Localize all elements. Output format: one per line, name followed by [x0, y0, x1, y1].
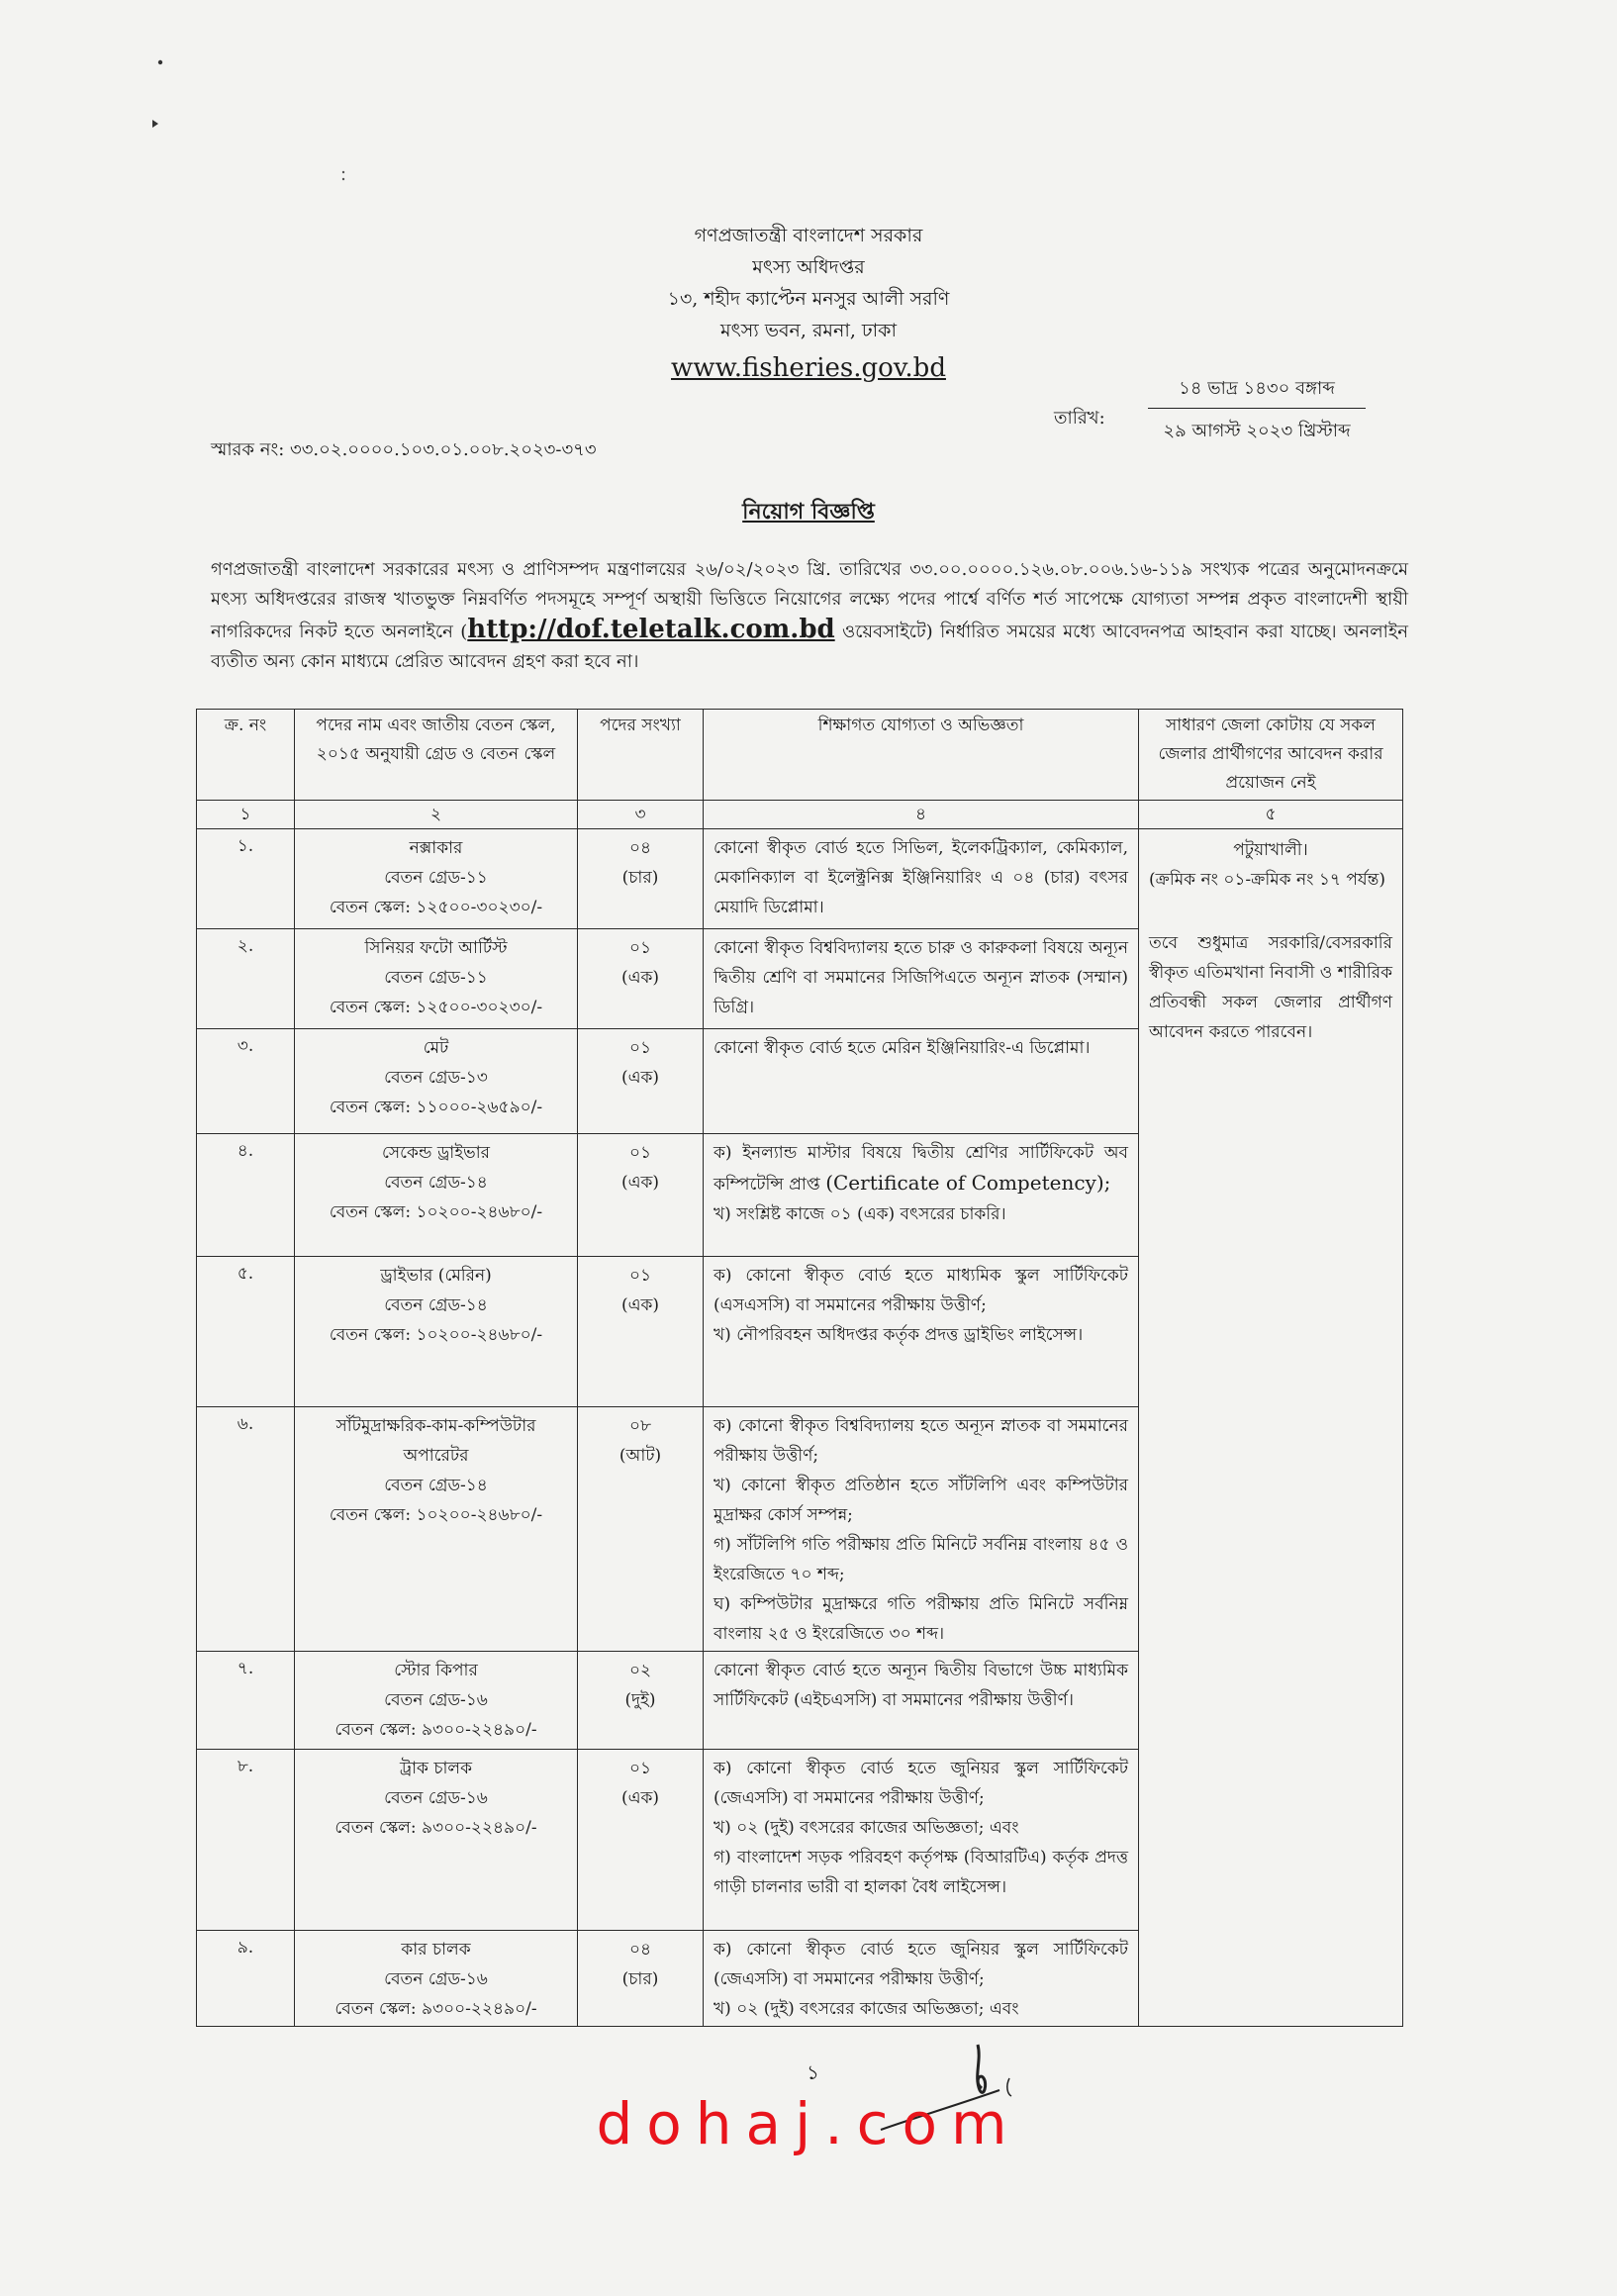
header-quota: সাধারণ জেলা কোটায় যে সকল জেলার প্রার্থীগণের আবেদন করার প্রয়োজন নেই [1139, 710, 1403, 801]
qualification-item: খ) ০২ (দুই) বৎসরের কাজের অভিজ্ঞতা; এবং [713, 1999, 1019, 2019]
qualification-item: খ) নৌপরিবহন অধিদপ্তর কর্তৃক প্রদত্ত ড্রাইভিং লাইসেন্স। [713, 1325, 1084, 1345]
scan-speck [339, 168, 347, 188]
post-count: ০১ [628, 1143, 652, 1163]
pay-grade: বেতন গ্রেড-১৪ [384, 1173, 488, 1193]
post-name: মেট [423, 1038, 449, 1058]
qualification-item [713, 1138, 1128, 1199]
qualification-item: ক) কোনো স্বীকৃত বোর্ড হতে মাধ্যমিক স্কুল সার্টিফিকেট (এসএসসি) বা সমমানের পরীক্ষায় উত্তীর্ণ; [713, 1266, 1128, 1315]
post-name: স্টোর কিপার [394, 1661, 478, 1680]
post-name: ট্রাক চালক [400, 1759, 472, 1778]
serial-cell: ৪. [197, 1134, 295, 1257]
post-count-words: (চার) [621, 868, 659, 888]
qualification-item: গ) সাঁটলিপি গতি পরীক্ষায় প্রতি মিনিটে সর্বনিম্ন বাংলায় ৪৫ ও ইংরেজিতে ৭০ শব্দ; [713, 1535, 1128, 1584]
intro-text: গণপ্রজাতন্ত্রী বাংলাদেশ সরকারের মৎস্য ও প্রাণিসম্পদ মন্ত্রণালয়ের ২৬/০২/২০২৩ খ্রি. তারিখের ৩৩.০০.০০০০.১২৬.০৮.০০৬.১৬-১১৯ সংখ্যক পত্রের অনুমোদনক্রমে মৎস্য অধিদপ্তরের রাজস্ব খাতভুক্ত নিম্নবর্ণিত পদসমূহে সম্পূর্ণ অস্থায়ী ভিত্তিতে নিয়োগের লক্ষ্যে পদের পার্শ্বে বর্ণিত শর্ত সাপেক্ষে যোগ্যতা সম্পন্ন প্রকৃত বাংলাদেশী স্থায়ী নাগরিকদের নিকট হতে অনলাইনে ( [211, 559, 1408, 642]
pay-grade: বেতন গ্রেড-১১ [384, 968, 488, 988]
intro-paragraph [211, 555, 1408, 677]
post-name: নক্সাকার [409, 838, 463, 858]
post-count: ০১ [628, 1266, 652, 1286]
count-cell [578, 1257, 704, 1407]
pay-scale: বেতন স্কেল: ৯৩০০-২২৪৯০/- [334, 1818, 537, 1838]
post-name-cont: অপারেটর [403, 1446, 469, 1466]
column-number: ৫ [1139, 801, 1403, 829]
post-name: সিনিয়র ফটো আর্টিস্ট [364, 938, 508, 958]
certificate-name-en: (Certificate of Competency); [825, 1171, 1111, 1195]
post-count-words: (এক) [620, 1788, 660, 1808]
qualification-cell [704, 1029, 1139, 1134]
website-link[interactable]: www.fisheries.gov.bd [671, 353, 946, 383]
post-name: সাঁটমুদ্রাক্ষরিক-কাম-কম্পিউটার [335, 1416, 536, 1436]
qualification-cell [704, 1407, 1139, 1652]
quota-note: তবে শুধুমাত্র সরকারি/বেসরকারি স্বীকৃত এতিমখানা নিবাসী ও শারীরিক প্রতিবন্ধী সকল জেলার প্রার্থীগণ আবেদন করতে পারবেন। [1149, 933, 1392, 1042]
count-cell [578, 1931, 704, 2027]
count-cell [578, 829, 704, 929]
serial-cell: ২. [197, 929, 295, 1029]
qualification-text: কোনো স্বীকৃত বোর্ড হতে অন্যূন দ্বিতীয় বিভাগে উচ্চ মাধ্যমিক সার্টিফিকেট (এইচএসসি) বা সমমানের পরীক্ষায় উত্তীর্ণ। [713, 1661, 1128, 1710]
department-name: মৎস্য অধিদপ্তর [752, 256, 865, 278]
pay-scale: বেতন স্কেল: ১০২০০-২৪৬৮০/- [329, 1202, 543, 1222]
header-serial: ক্র. নং [197, 710, 295, 801]
intro-text-end: ওয়েবসাইটে) নির্ধারিত সময়ের মধ্যে আবেদনপত্র আহবান করা যাচ্ছে। অনলাইন ব্যতীত অন্য কোন মাধ্যমে প্রেরিত আবেদন গ্রহণ করা হবে না। [211, 622, 1408, 672]
address-line-2: মৎস্য ভবন, রমনা, ঢাকা [720, 320, 897, 341]
qualification-item: ক) কোনো স্বীকৃত বোর্ড হতে জুনিয়র স্কুল সার্টিফিকেট (জেএসসি) বা সমমানের পরীক্ষায় উত্তীর্ণ; [713, 1759, 1128, 1808]
memo-number: স্মারক নং: ৩৩.০২.০০০০.১০৩.০১.০০৮.২০২৩-৩৭৩ [211, 439, 597, 460]
post-count: ০৮ [628, 1416, 652, 1436]
watermark-text: dohaj.com [596, 2090, 1021, 2157]
serial-cell: ৯. [197, 1931, 295, 2027]
qualification-item: খ) কোনো স্বীকৃত প্রতিষ্ঠান হতে সাঁটলিপি এবং কম্পিউটার মুদ্রাক্ষর কোর্স সম্পন্ন; [713, 1476, 1128, 1525]
post-count-words: (এক) [620, 1173, 660, 1193]
serial-cell: ১. [197, 829, 295, 929]
pay-scale: বেতন স্কেল: ১১০০০-২৬৫৯০/- [329, 1098, 543, 1117]
header-qualification: শিক্ষাগত যোগ্যতা ও অভিজ্ঞতা [704, 710, 1139, 801]
quota-cell [1139, 829, 1403, 2027]
post-count-words: (এক) [620, 1295, 660, 1315]
pay-grade: বেতন গ্রেড-১৬ [384, 1969, 488, 1989]
post-name: ড্রাইভার (মেরিন) [380, 1266, 492, 1286]
count-cell [578, 1407, 704, 1652]
post-count: ০৪ [628, 1940, 652, 1960]
qualification-item: খ) সংশ্লিষ্ট কাজে ০১ (এক) বৎসরের চাকরি। [713, 1204, 1006, 1224]
pay-scale: বেতন স্কেল: ১০২০০-২৪৬৮০/- [329, 1505, 543, 1525]
notice-title [0, 495, 1617, 531]
post-count: ০১ [628, 1038, 652, 1058]
qualification-cell [704, 1134, 1139, 1257]
count-cell [578, 1029, 704, 1134]
serial-cell: ৮. [197, 1750, 295, 1931]
post-count-words: (এক) [620, 1068, 660, 1088]
post-cell [295, 1134, 578, 1257]
header-post-name: পদের নাম এবং জাতীয় বেতন স্কেল, ২০১৫ অনুযায়ী গ্রেড ও বেতন স্কেল [295, 710, 578, 801]
qualification-cell [704, 1931, 1139, 2027]
post-cell [295, 1750, 578, 1931]
qualification-text: কোনো স্বীকৃত বোর্ড হতে মেরিন ইঞ্জিনিয়ারিং-এ ডিপ্লোমা। [713, 1038, 1091, 1058]
post-count-words: (আট) [618, 1446, 662, 1466]
letterhead [0, 220, 1617, 386]
count-cell [578, 929, 704, 1029]
pay-grade: বেতন গ্রেড-১৪ [384, 1295, 488, 1315]
qualification-cell [704, 929, 1139, 1029]
post-cell [295, 1257, 578, 1407]
post-cell [295, 1931, 578, 2027]
column-number: ৪ [704, 801, 1139, 829]
qualification-item: গ) বাংলাদেশ সড়ক পরিবহণ কর্তৃপক্ষ (বিআরটিএ) কর্তৃক প্রদত্ত গাড়ী চালনার ভারী বা হালকা বৈধ লাইসেন্স। [713, 1848, 1128, 1897]
post-cell [295, 1407, 578, 1652]
pay-grade: বেতন গ্রেড-১৩ [384, 1068, 488, 1088]
scan-specks [148, 54, 168, 144]
date-label: তারিখ: [1054, 408, 1105, 429]
pay-scale: বেতন স্কেল: ৯৩০০-২২৪৯০/- [334, 1720, 537, 1740]
count-cell [578, 1750, 704, 1931]
pay-scale: বেতন স্কেল: ১২৫০০-৩০২৩০/- [329, 898, 543, 917]
column-number-row [197, 801, 1403, 829]
pay-grade: বেতন গ্রেড-১৪ [384, 1476, 488, 1495]
post-cell [295, 1029, 578, 1134]
pay-scale: বেতন স্কেল: ১০২০০-২৪৬৮০/- [329, 1325, 543, 1345]
table-header-row [197, 710, 1403, 801]
qualification-text: ক) ইনল্যান্ড মাস্টার বিষয়ে দ্বিতীয় শ্রেণির সার্টিফিকেট অব কম্পিটেন্সি প্রাপ্ত [713, 1143, 1128, 1195]
serial-cell: ৭. [197, 1652, 295, 1750]
post-name: সেকেন্ড ড্রাইভার [381, 1143, 491, 1163]
header-post-count: পদের সংখ্যা [578, 710, 704, 801]
pay-grade: বেতন গ্রেড-১৬ [384, 1788, 488, 1808]
qualification-item: খ) ০২ (দুই) বৎসরের কাজের অভিজ্ঞতা; এবং [713, 1818, 1019, 1838]
quota-district: পটুয়াখালী। [1233, 840, 1308, 860]
date-bangla: ১৪ ভাদ্র ১৪৩০ বঙ্গাব্দ [1148, 374, 1366, 409]
pay-scale: বেতন স্কেল: ৯৩০০-২২৪৯০/- [334, 1999, 537, 2019]
address-line: ১৩, শহীদ ক্যাপ্টেন মনসুর আলী সরণি [667, 288, 950, 310]
post-cell [295, 1652, 578, 1750]
post-count: ০২ [628, 1661, 652, 1680]
pay-scale: বেতন স্কেল: ১২৫০০-৩০২৩০/- [329, 998, 543, 1017]
post-count-words: (দুই) [624, 1690, 656, 1710]
column-number: ২ [295, 801, 578, 829]
qualification-item: ক) কোনো স্বীকৃত বোর্ড হতে জুনিয়র স্কুল সার্টিফিকেট (জেএসসি) বা সমমানের পরীক্ষায় উত্তীর্ণ; [713, 1940, 1128, 1989]
qualification-cell [704, 1257, 1139, 1407]
govt-name: গণপ্রজাতন্ত্রী বাংলাদেশ সরকার [694, 225, 923, 246]
post-count: ০১ [628, 1759, 652, 1778]
qualification-text: কোনো স্বীকৃত বোর্ড হতে সিভিল, ইলেকট্রিক্যাল, কেমিক্যাল, মেকানিক্যাল বা ইলেক্ট্রনিক্স ইঞ্জিনিয়ারিং এ ০৪ (চার) বৎসর মেয়াদি ডিপ্লোমা। [713, 838, 1128, 917]
application-url-link[interactable]: http://dof.teletalk.com.bd [467, 615, 835, 644]
post-count: ০৪ [628, 838, 652, 858]
qualification-item: ক) কোনো স্বীকৃত বিশ্ববিদ্যালয় হতে অন্যূন স্নাতক বা সমমানের পরীক্ষায় উত্তীর্ণ; [713, 1416, 1128, 1466]
quota-serial-range: (ক্রমিক নং ০১-ক্রমিক নং ১৭ পর্যন্ত) [1149, 870, 1385, 890]
pay-grade: বেতন গ্রেড-১৬ [384, 1690, 488, 1710]
serial-cell: ৫. [197, 1257, 295, 1407]
post-name: কার চালক [401, 1940, 471, 1960]
count-cell [578, 1652, 704, 1750]
qualification-item: ঘ) কম্পিউটার মুদ্রাক্ষরে গতি পরীক্ষায় প্রতি মিনিটে সর্বনিম্ন বাংলায় ২৫ ও ইংরেজিতে ৩০ শব্দ। [713, 1594, 1128, 1644]
serial-cell: ৬. [197, 1407, 295, 1652]
posts-table [196, 709, 1403, 2027]
table-row [197, 829, 1403, 929]
post-count-words: (চার) [621, 1969, 659, 1989]
page-number: ১ [807, 2060, 819, 2084]
qualification-cell [704, 1652, 1139, 1750]
post-count: ০১ [628, 938, 652, 958]
pay-grade: বেতন গ্রেড-১১ [384, 868, 488, 888]
qualification-text: কোনো স্বীকৃত বিশ্ববিদ্যালয় হতে চারু ও কারুকলা বিষয়ে অন্যূন দ্বিতীয় শ্রেণি বা সমমানের সিজিপিএতে অন্যূন স্নাতক (সম্মান) ডিগ্রি। [713, 938, 1128, 1017]
post-cell [295, 829, 578, 929]
qualification-cell [704, 1750, 1139, 1931]
qualification-cell [704, 829, 1139, 929]
date-block [1148, 374, 1366, 446]
column-number: ১ [197, 801, 295, 829]
date-english: ২৯ আগস্ট ২০২৩ খ্রিস্টাব্দ [1163, 421, 1351, 441]
post-cell [295, 929, 578, 1029]
count-cell [578, 1134, 704, 1257]
serial-cell: ৩. [197, 1029, 295, 1134]
column-number: ৩ [578, 801, 704, 829]
post-count-words: (এক) [620, 968, 660, 988]
notice-title-text: নিয়োগ বিজ্ঞপ্তি [742, 499, 875, 525]
